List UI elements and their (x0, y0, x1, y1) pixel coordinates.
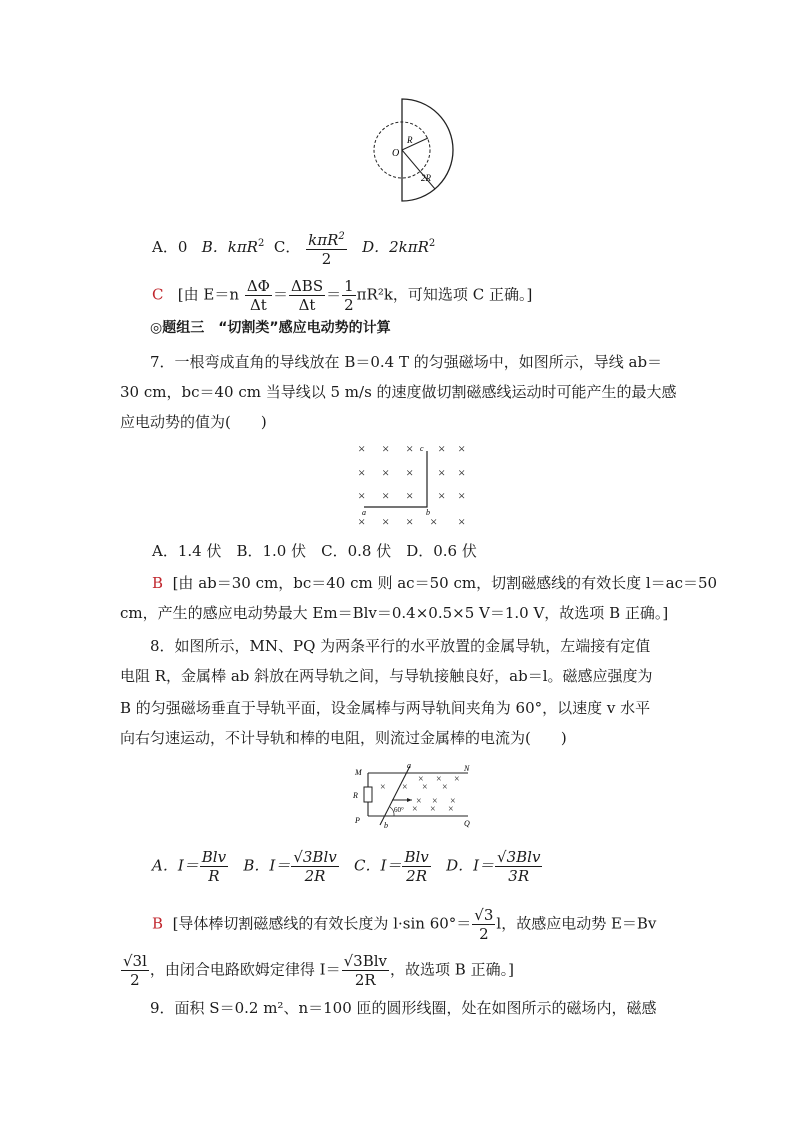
svg-text:×: × (432, 796, 438, 807)
q7-line2: 30 cm，bc＝40 cm 当导线以 5 m/s 的速度做切割磁感线运动时可能产生的最大感 (120, 383, 677, 401)
svg-text:×: × (358, 514, 366, 529)
svg-text:×: × (448, 804, 454, 815)
label-M: M (355, 768, 362, 777)
q8-line4: 向右匀速运动，不计导轨和棒的电阻，则流过金属棒的电流为( ) (120, 729, 567, 747)
svg-text:×: × (406, 488, 414, 503)
label-2R: 2R (421, 173, 431, 183)
svg-text:×: × (402, 782, 408, 793)
label-b: b (426, 508, 430, 517)
svg-text:×: × (458, 514, 466, 529)
q7-answer: B [由 ab＝30 cm，bc＝40 cm 则 ac＝50 cm，切割磁感线的有效长度 l＝ac＝50 (152, 574, 718, 592)
label-R: R (407, 135, 413, 145)
svg-text:×: × (430, 514, 438, 529)
q8-line1: 8．如图所示，MN、PQ 为两条平行的水平放置的金属导轨，左端接有定值 (150, 637, 651, 655)
figure-semicircle-field (355, 95, 465, 205)
q8-line2: 电阻 R，金属棒 ab 斜放在两导轨之间，与导轨接触良好，ab＝l。磁感应强度为 (120, 667, 653, 685)
svg-text:×: × (458, 465, 466, 480)
svg-text:×: × (454, 774, 460, 785)
svg-text:×: × (382, 488, 390, 503)
label-a: a (362, 508, 366, 517)
svg-text:×: × (422, 782, 428, 793)
answer-letter: C (152, 285, 164, 304)
svg-text:×: × (450, 796, 456, 807)
label-N: N (464, 764, 470, 773)
label-O: O (392, 148, 400, 159)
svg-text:×: × (418, 774, 424, 785)
q7-answer-line2: cm，产生的感应电动势最大 Em＝Blv＝0.4×0.5×5 V＝1.0 V，故选项 B 正确。] (120, 604, 669, 622)
section-heading: ◎题组三 “切割类”感应电动势的计算 (150, 320, 391, 336)
q8-line3: B 的匀强磁场垂直于导轨平面，设金属棒与两导轨间夹角为 60°，以速度 v 水平 (120, 699, 651, 717)
svg-text:×: × (438, 488, 446, 503)
svg-text:×: × (458, 441, 466, 456)
figure-right-angle-wire (350, 437, 480, 532)
svg-text:×: × (406, 465, 414, 480)
q7-line1: 7．一根弯成直角的导线放在 B＝0.4 T 的匀强磁场中，如图所示，导线 ab＝ (150, 353, 663, 371)
svg-text:×: × (430, 804, 436, 815)
label-P: P (355, 816, 360, 825)
svg-text:×: × (358, 441, 366, 456)
svg-text:×: × (382, 441, 390, 456)
label-R: R (353, 791, 358, 800)
q8-options: A．I＝ $\frac{\text{Blv}}{R}$ B．I＝ $\frac{\text{√3Blv}}{2R}$ C．I＝ $\frac{\text{Blv}}{2R}$ D．I＝ $\frac{\text{√3Blv}}{3R}$ (152, 848, 541, 885)
q9-line1: 9．面积 S＝0.2 m²、n＝100 匝的圆形线圈，处在如图所示的磁场内，磁感 (150, 999, 657, 1017)
q7-options: A．1.4 伏 B．1.0 伏 C．0.8 伏 D．0.6 伏 (152, 542, 477, 560)
label-Q: Q (464, 819, 470, 828)
svg-text:×: × (382, 465, 390, 480)
label-b: b (384, 821, 388, 830)
svg-text:×: × (412, 804, 418, 815)
label-angle: 60° (394, 806, 404, 814)
svg-text:×: × (406, 441, 414, 456)
svg-text:×: × (438, 441, 446, 456)
svg-text:×: × (380, 782, 386, 793)
svg-text:×: × (358, 465, 366, 480)
svg-text:×: × (438, 465, 446, 480)
q8-answer-line2: $\frac{√3l}{2}$ ，由闭合电路欧姆定律得 I＝ $\frac{\text{√3Blv}}{2R}$ ，故选项 B 正确。] (123, 952, 514, 989)
figure-rail-circuit (350, 760, 480, 830)
q6-options: A．0 B．kπR$^2$ C． $\frac{k\pi R^2}{2}$ D．2kπR$^2$ (152, 228, 435, 268)
svg-text:×: × (416, 796, 422, 807)
svg-text:×: × (458, 488, 466, 503)
label-a: a (407, 761, 411, 770)
label-c: c (420, 444, 424, 453)
svg-text:×: × (442, 782, 448, 793)
q8-answer: B [导体棒切割磁感线的有效长度为 l·sin 60°＝ $\frac{√3}{2}$ l，故感应电动势 E＝Bv (152, 906, 657, 943)
svg-text:×: × (406, 514, 414, 529)
svg-text:×: × (358, 488, 366, 503)
svg-text:×: × (382, 514, 390, 529)
q6-answer: C [由 E＝n $\frac{\Delta\Phi}{\Delta t}$ ＝ $\frac{\text{ΔBS}}{\Delta t}$ ＝ $\frac{1}{2}$ πR²k，可知选项 C 正确。] (152, 277, 533, 314)
svg-text:×: × (436, 774, 442, 785)
q7-line3: 应电动势的值为( ) (120, 413, 267, 431)
